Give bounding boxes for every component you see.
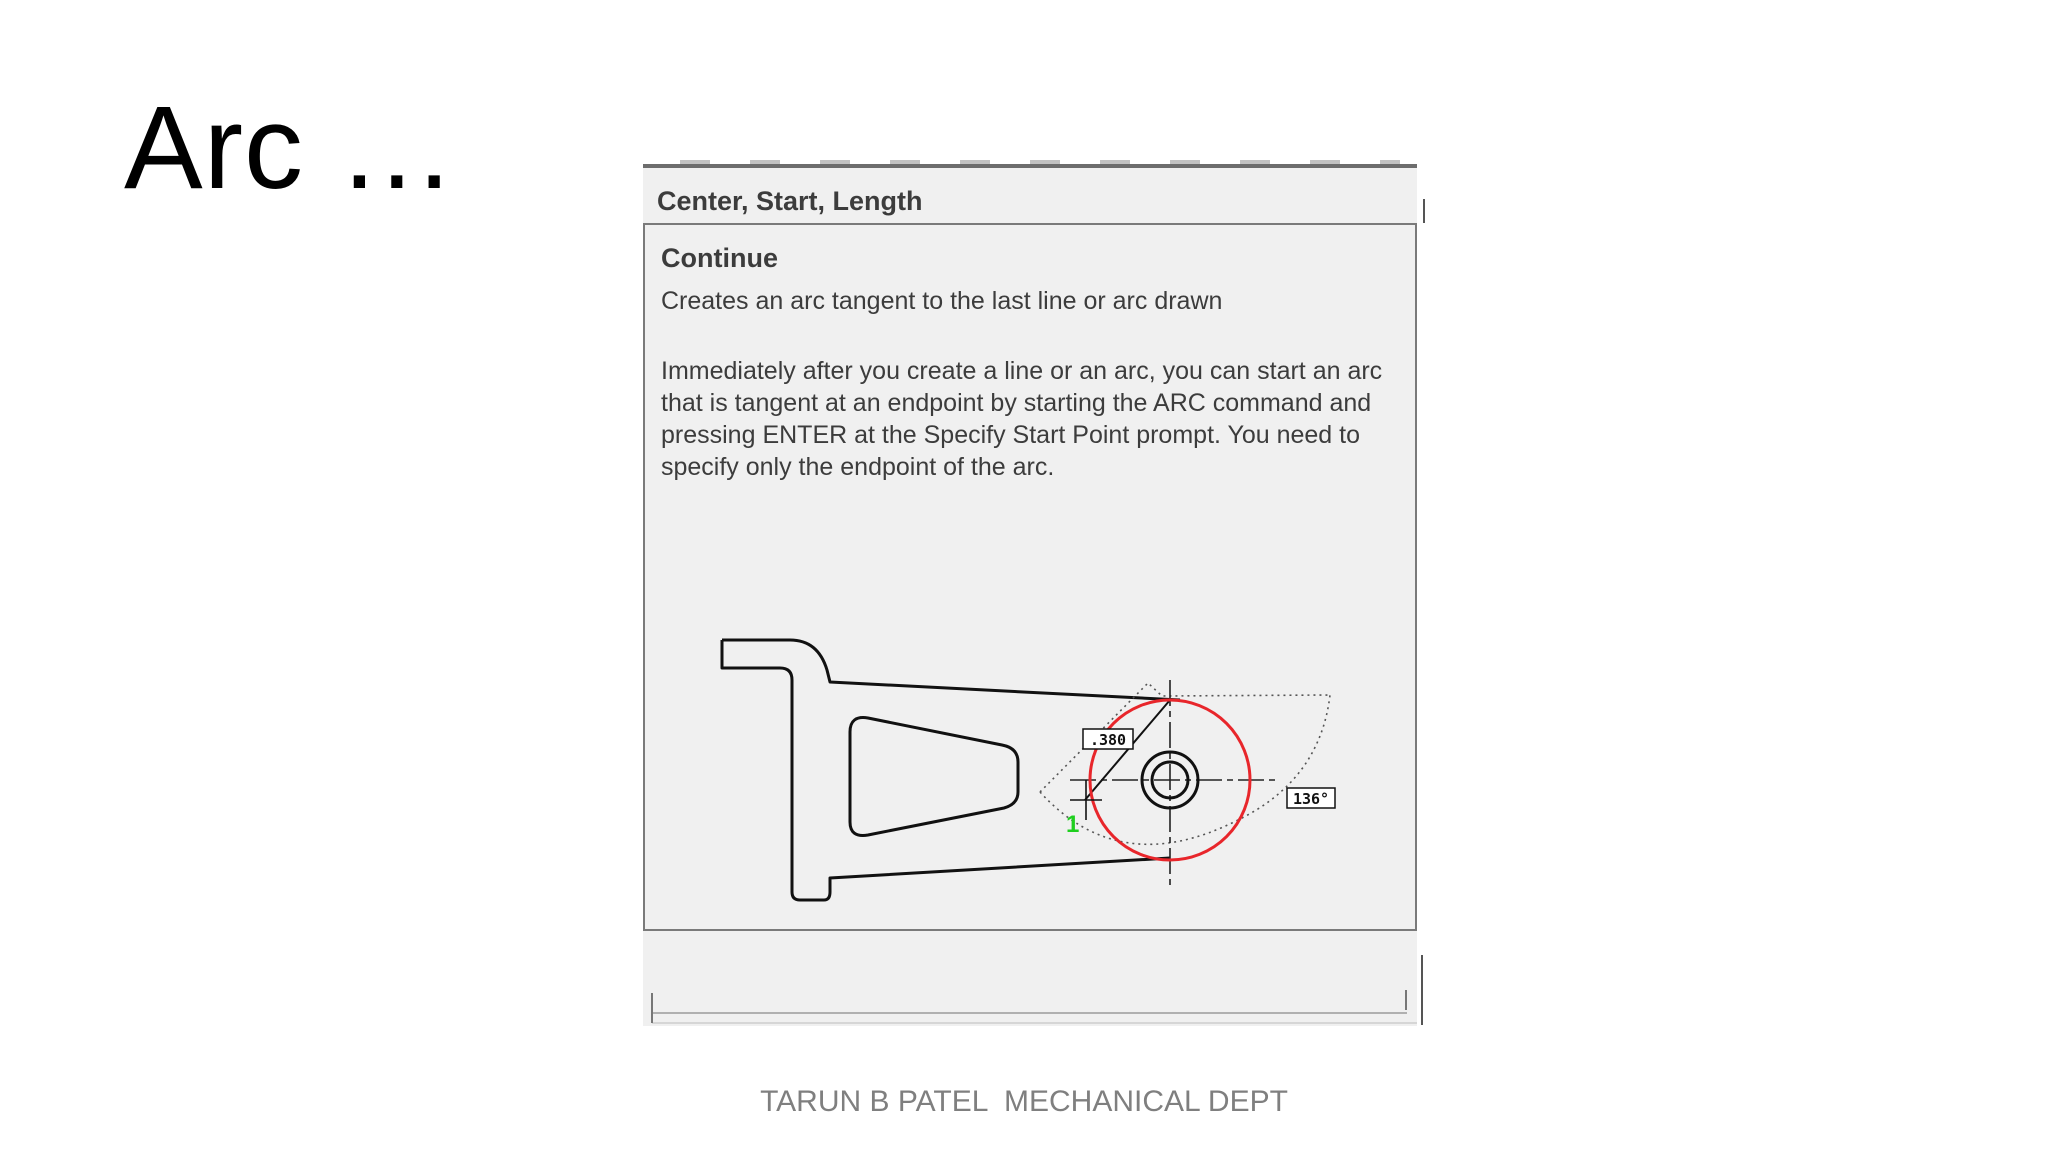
window-divider (652, 1022, 1417, 1024)
slide-title: Arc … (124, 82, 457, 214)
point-1-label: 1 (1066, 811, 1080, 838)
radius-label: .380 (1089, 731, 1127, 749)
bracket-slot (850, 718, 1018, 836)
tooltip-description: Immediately after you create a line or an arc, you can start an arc that is tangent at an endpoint by starting the ARC command and pressing ENTER at the Specify Start Point prompt. You need to specify only the endpoint of the arc. (661, 357, 1383, 481)
tooltip-header-title: Center, Start, Length (657, 186, 923, 216)
tooltip-subtitle: Creates an arc tangent to the last line or arc drawn (661, 287, 1223, 315)
slide-footer: TARUN B PATEL MECHANICAL DEPT (760, 1085, 1288, 1118)
window-edge (1405, 990, 1407, 1010)
angle-label: 136° (1292, 790, 1330, 808)
window-divider (652, 1012, 1407, 1014)
window-edge (1423, 199, 1425, 223)
window-edge (651, 993, 653, 1023)
window-edge (1421, 955, 1423, 1025)
arc-continue-illustration (700, 620, 1360, 970)
tooltip-header (643, 168, 1417, 224)
tooltip-heading: Continue (661, 243, 778, 273)
